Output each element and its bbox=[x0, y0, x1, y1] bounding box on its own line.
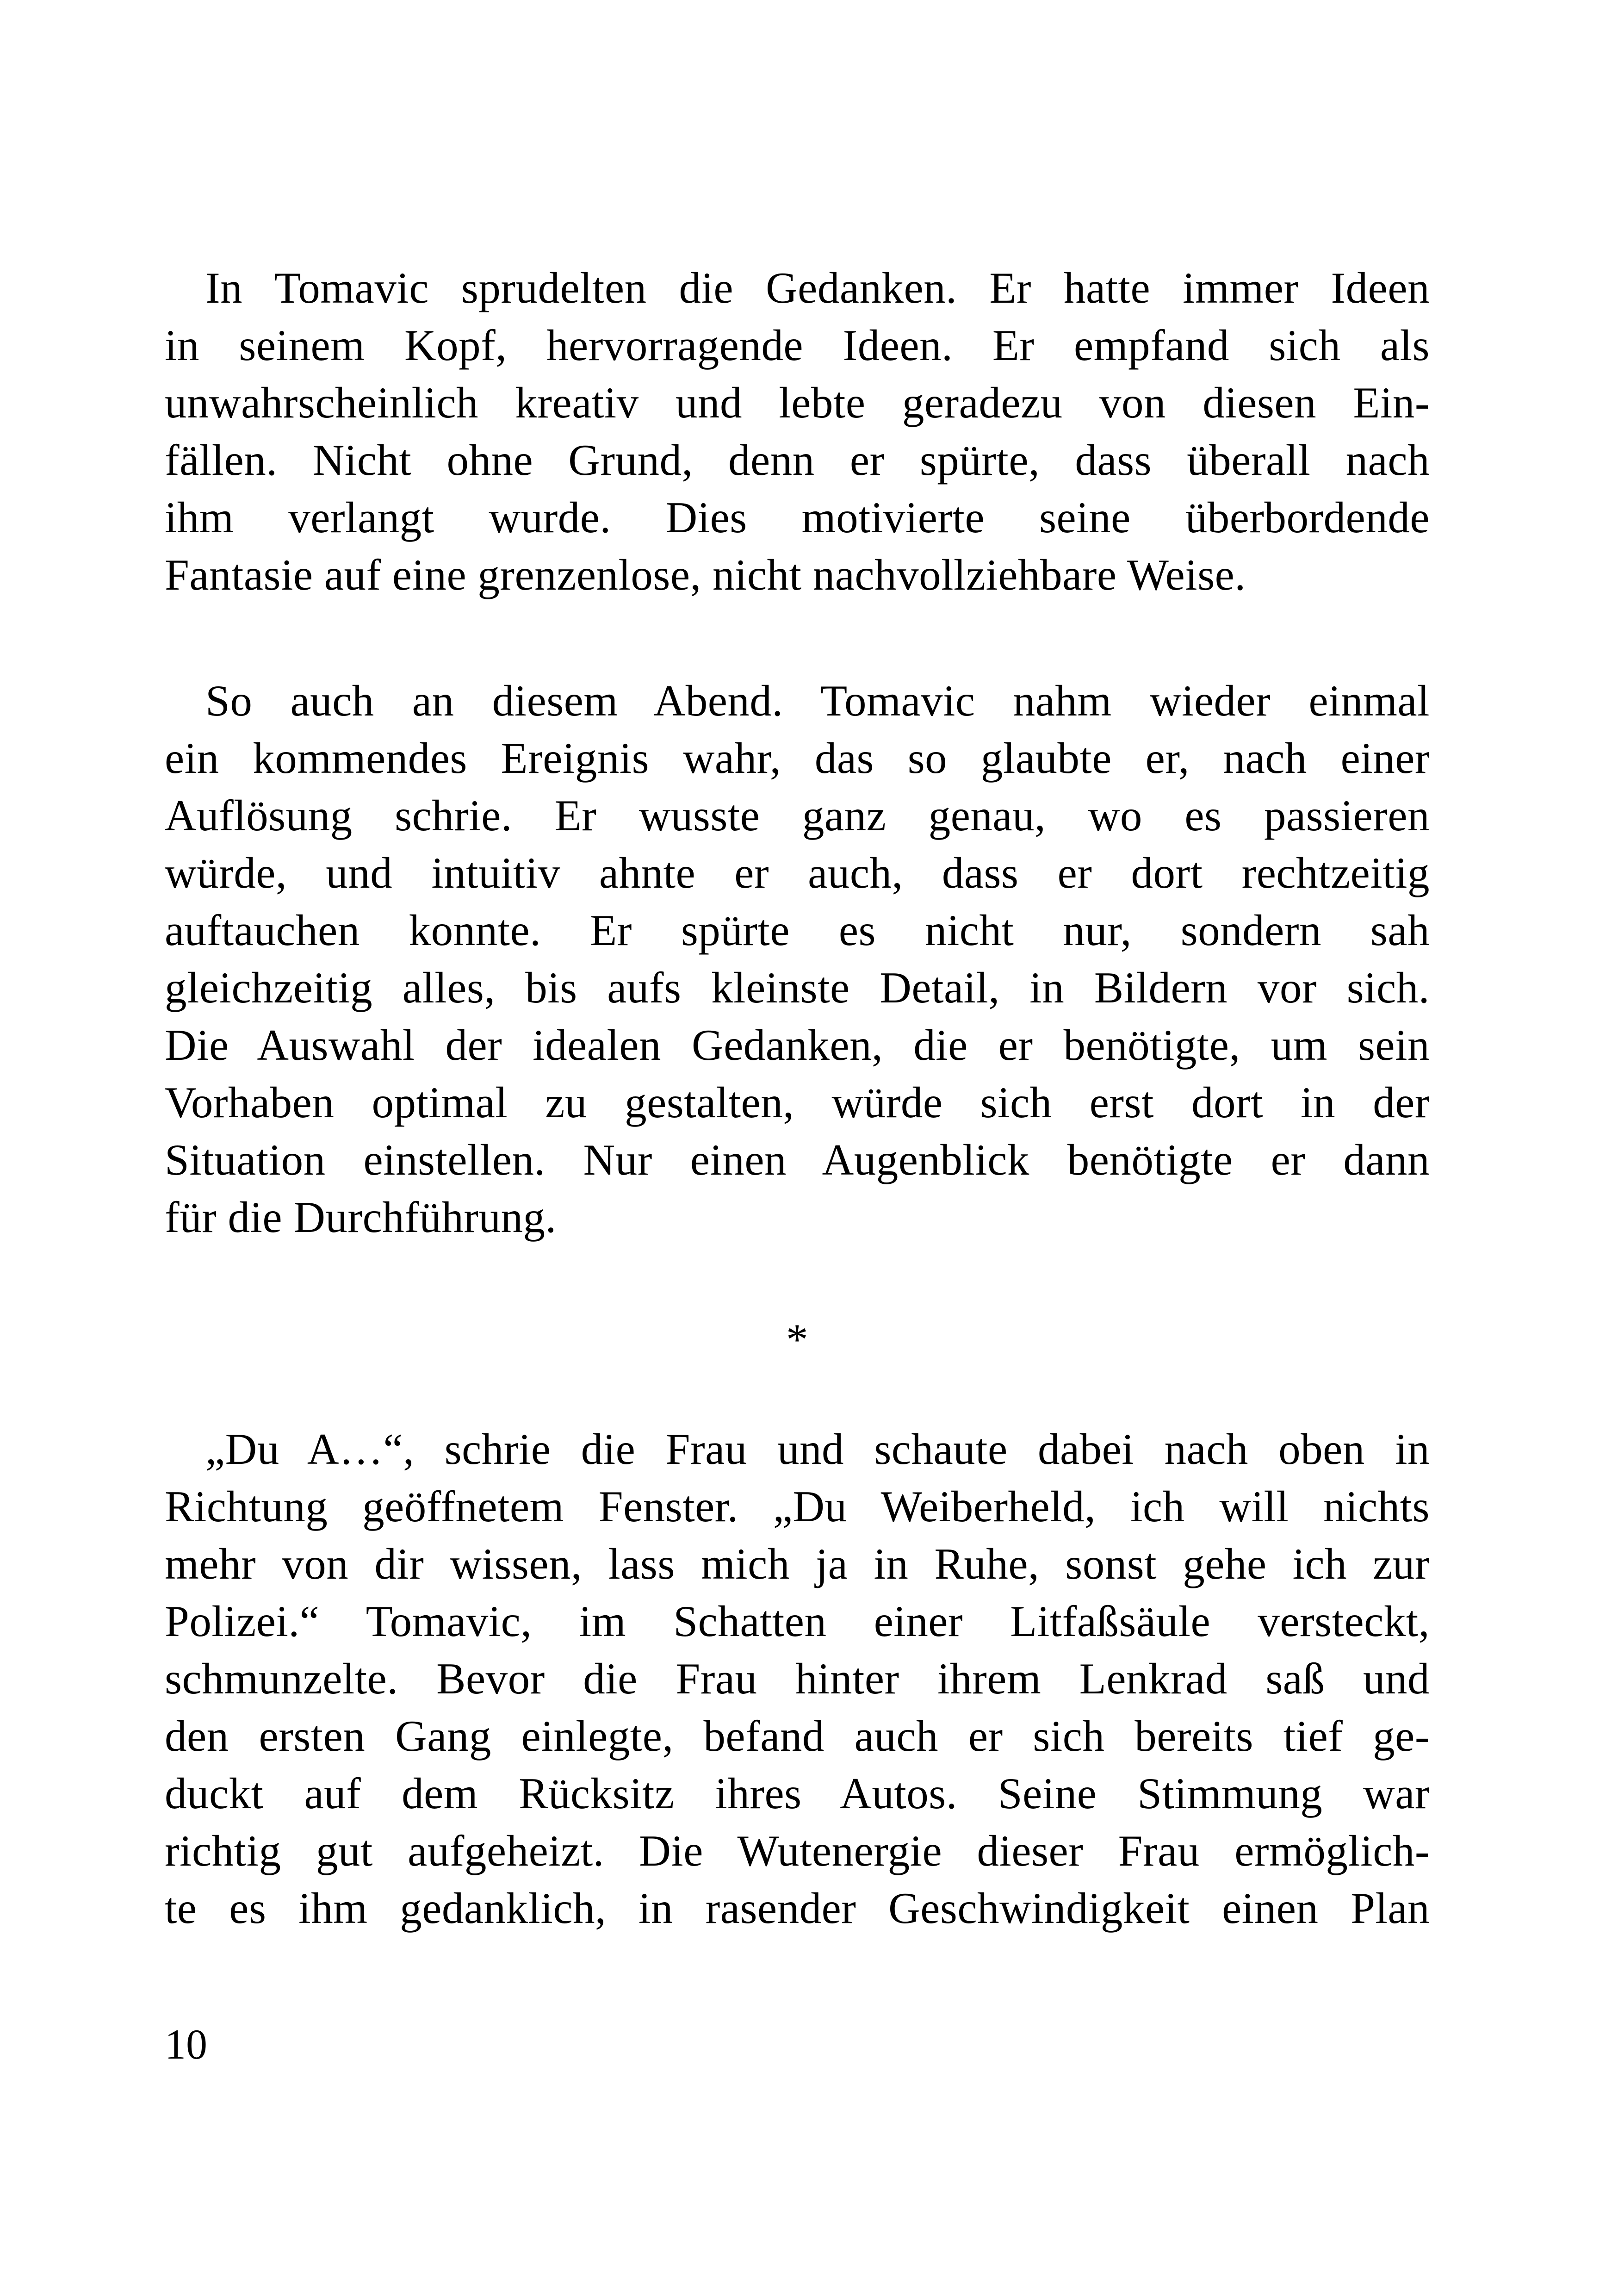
paragraph-1 bbox=[165, 259, 1430, 604]
paragraph-3 bbox=[165, 1420, 1430, 1937]
text-line: auftauchen konnte. Er spürte es nicht nur, sondern sah bbox=[165, 906, 1430, 955]
text-line: In Tomavic sprudelten die Gedanken. Er hatte immer Ideen bbox=[205, 263, 1430, 312]
text-line: würde, und intuitiv ahnte er auch, dass er dort rechtzeitig bbox=[165, 848, 1430, 897]
page-number: 10 bbox=[165, 2021, 207, 2068]
text-line: duckt auf dem Rücksitz ihres Autos. Seine Stimmung war bbox=[165, 1769, 1430, 1818]
text-line: schmunzelte. Bevor die Frau hinter ihrem Lenkrad saß und bbox=[165, 1654, 1430, 1703]
text-line: gleichzeitig alles, bis aufs kleinste Detail, in Bildern vor sich. bbox=[165, 963, 1430, 1012]
text-line: fällen. Nicht ohne Grund, denn er spürte, dass überall nach bbox=[165, 436, 1430, 485]
text-line: ein kommendes Ereignis wahr, das so glaubte er, nach einer bbox=[165, 734, 1430, 783]
text-line: mehr von dir wissen, lass mich ja in Ruhe, sonst gehe ich zur bbox=[165, 1539, 1430, 1588]
text-block bbox=[165, 259, 1430, 1937]
text-line: Vorhaben optimal zu gestalten, würde sich erst dort in der bbox=[165, 1078, 1430, 1127]
text-line: den ersten Gang einlegte, befand auch er sich bereits tief ge- bbox=[165, 1711, 1430, 1761]
text-line: unwahrscheinlich kreativ und lebte geradezu von diesen Ein- bbox=[165, 378, 1430, 427]
section-separator: * bbox=[786, 1315, 808, 1364]
text-line: in seinem Kopf, hervorragende Ideen. Er empfand sich als bbox=[165, 321, 1430, 370]
text-line: Fantasie auf eine grenzenlose, nicht nachvollziehbare Weise. bbox=[165, 550, 1246, 599]
text-line: So auch an diesem Abend. Tomavic nahm wieder einmal bbox=[205, 676, 1430, 725]
paragraph-2 bbox=[165, 672, 1430, 1246]
text-line: „Du A…“, schrie die Frau und schaute dabei nach oben in bbox=[205, 1425, 1430, 1474]
text-line: für die Durchführung. bbox=[165, 1193, 557, 1242]
text-line: Polizei.“ Tomavic, im Schatten einer Litfaßsäule versteckt, bbox=[165, 1597, 1430, 1646]
text-line: Richtung geöffnetem Fenster. „Du Weiberheld, ich will nichts bbox=[165, 1482, 1430, 1531]
text-line: richtig gut aufgeheizt. Die Wutenergie dieser Frau ermöglich- bbox=[165, 1826, 1430, 1875]
text-line: Die Auswahl der idealen Gedanken, die er benötigte, um sein bbox=[165, 1020, 1430, 1070]
text-line: ihm verlangt wurde. Dies motivierte seine überbordende bbox=[165, 493, 1430, 542]
text-line: te es ihm gedanklich, in rasender Geschwindigkeit einen Plan bbox=[165, 1884, 1430, 1933]
text-line: Situation einstellen. Nur einen Augenblick benötigte er dann bbox=[165, 1135, 1430, 1184]
text-line: Auflösung schrie. Er wusste ganz genau, wo es passieren bbox=[165, 791, 1430, 840]
